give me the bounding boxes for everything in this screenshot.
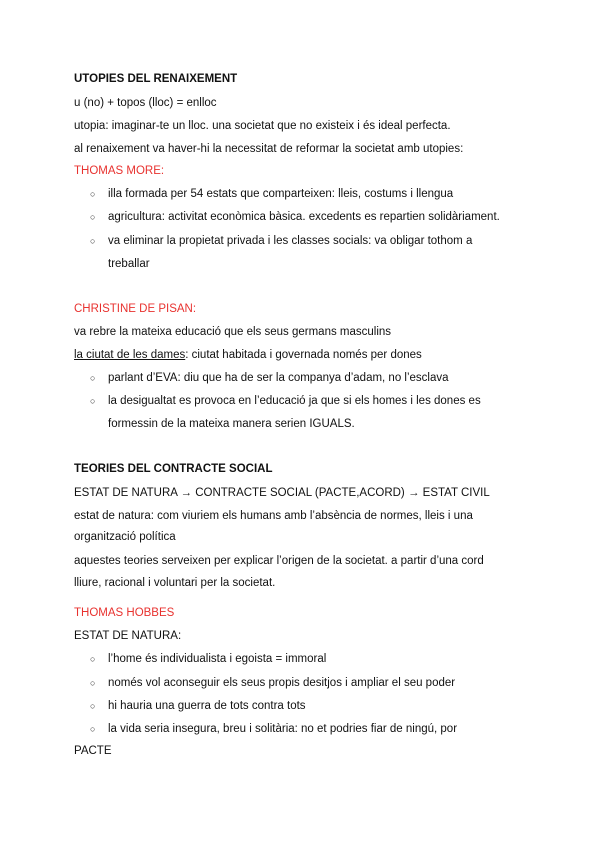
list-item-continuation: formessin de la mateixa manera serien IGUALS. — [108, 418, 355, 430]
list-item: agricultura: activitat econòmica bàsica. excedents es repartien solidàriament. — [108, 211, 500, 223]
text-line: utopia: imaginar-te un lloc. una societat que no existeix i és ideal perfecta. — [74, 120, 451, 132]
list-item: l’home és individualista i egoista = immoral — [108, 653, 327, 665]
list-item: hi hauria una guerra de tots contra tots — [108, 700, 306, 712]
text-line: ESTAT DE NATURA: — [74, 630, 182, 642]
bullet-circle-icon: ○ — [90, 724, 96, 734]
text-line: lliure, racional i voluntari per la societat. — [74, 577, 276, 589]
bullet-circle-icon: ○ — [90, 396, 96, 406]
list-item-continuation: treballar — [108, 258, 150, 270]
heading-christine-de-pisan: CHRISTINE DE PISAN: — [74, 303, 197, 315]
text-line: va rebre la mateixa educació que els seus germans masculins — [74, 326, 392, 338]
bullet-circle-icon: ○ — [90, 678, 96, 688]
list-item: només vol aconseguir els seus propis desitjos i ampliar el seu poder — [108, 677, 456, 689]
text-line: PACTE — [74, 745, 112, 757]
text-line: al renaixement va haver-hi la necessitat de reformar la societat amb utopies: — [74, 143, 464, 155]
heading-thomas-hobbes: THOMAS HOBBES — [74, 607, 175, 619]
list-item: parlant d’EVA: diu que ha de ser la companya d’adam, no l’esclava — [108, 372, 449, 384]
text-line: u (no) + topos (lloc) = enlloc — [74, 97, 217, 109]
list-item: illa formada per 54 estats que comparteixen: lleis, costums i llengua — [108, 188, 454, 200]
list-item: va eliminar la propietat privada i les classes socials: va obligar tothom a — [108, 235, 473, 247]
text-line — [74, 347, 422, 363]
text-line: ESTAT DE NATURA → CONTRACTE SOCIAL (PACTE,ACORD) → ESTAT CIVIL — [74, 487, 490, 499]
heading-thomas-more: THOMAS MORE: — [74, 165, 165, 177]
bullet-circle-icon: ○ — [90, 236, 96, 246]
bullet-circle-icon: ○ — [90, 212, 96, 222]
bullet-circle-icon: ○ — [90, 654, 96, 664]
text-line: estat de natura: com viuriem els humans amb l’absència de normes, lleis i una — [74, 510, 473, 522]
bullet-circle-icon: ○ — [90, 373, 96, 383]
bullet-circle-icon: ○ — [90, 189, 96, 199]
list-item: la vida seria insegura, breu i solitària: no et podries fiar de ningú, por — [108, 723, 458, 735]
text-line: aquestes teories serveixen per explicar l’origen de la societat. a partir d’una cord — [74, 555, 484, 567]
list-item: la desigualtat es provoca en l’educació ja que si els homes i les dones es — [108, 395, 481, 407]
text-fragment: : ciutat habitada i governada només per dones — [185, 349, 422, 361]
text-line: organització política — [74, 531, 176, 543]
bullet-circle-icon: ○ — [90, 701, 96, 711]
section-title-contracte-social: TEORIES DEL CONTRACTE SOCIAL — [74, 463, 273, 475]
underlined-title: la ciutat de les dames — [74, 349, 186, 361]
section-title-utopies: UTOPIES DEL RENAIXEMENT — [74, 73, 238, 85]
